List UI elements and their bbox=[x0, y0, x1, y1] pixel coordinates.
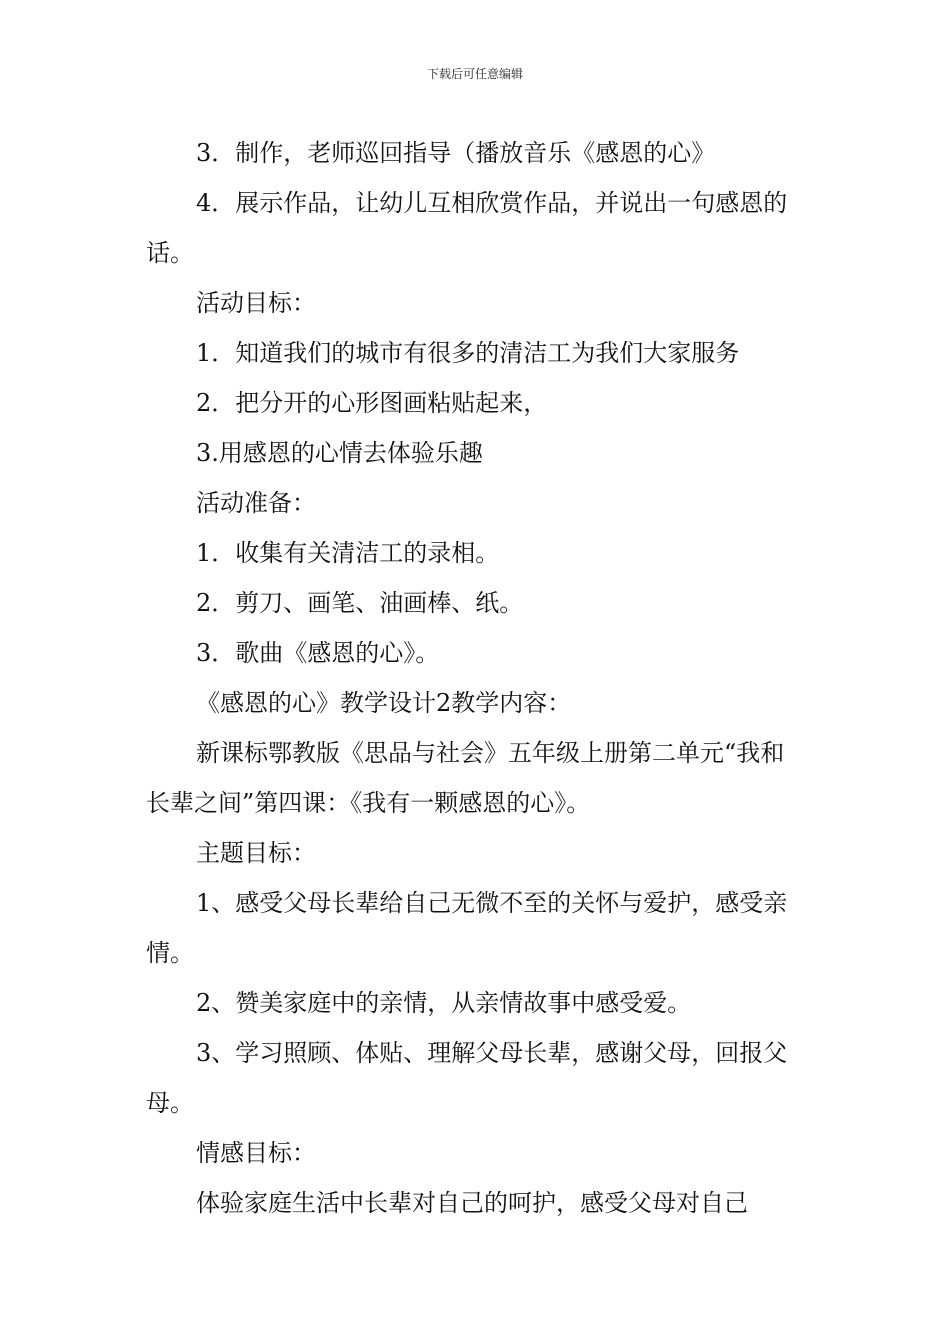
list-item-theme-goal-3: 3、学习照顾、体贴、理解父母长辈，感谢父母，回报父母。 bbox=[146, 1039, 788, 1117]
document-body bbox=[146, 128, 806, 1228]
list-item-goal-1: 1．知道我们的城市有很多的清洁工为我们大家服务 bbox=[196, 339, 740, 367]
list-item-theme-goal-1: 1、感受父母长辈给自己无微不至的关怀与爱护，感受亲情。 bbox=[146, 889, 788, 967]
paragraph-teaching-content: 新课标鄂教版《思品与社会》五年级上册第二单元“我和长辈之间”第四课：《我有一颗感恩的心》。 bbox=[146, 739, 785, 817]
list-item-goal-3: 3.用感恩的心情去体验乐趣 bbox=[196, 439, 483, 467]
page-header: 下载后可任意编辑 bbox=[426, 67, 523, 81]
list-item-preparation-3: 3．歌曲《感恩的心》。 bbox=[196, 639, 440, 667]
list-item-preparation-1: 1．收集有关清洁工的录相。 bbox=[196, 539, 500, 567]
heading-activity-goals: 活动目标： bbox=[196, 289, 316, 317]
list-item-goal-2: 2．把分开的心形图画粘贴起来， bbox=[196, 389, 548, 417]
heading-theme-goals: 主题目标： bbox=[196, 839, 316, 867]
paragraph-step-4-display: 4．展示作品，让幼儿互相欣赏作品，并说出一句感恩的话。 bbox=[146, 189, 788, 267]
list-item-preparation-2: 2．剪刀、画笔、油画棒、纸。 bbox=[196, 589, 524, 617]
list-item-theme-goal-2: 2、赞美家庭中的亲情，从亲情故事中感受爱。 bbox=[196, 989, 692, 1017]
heading-activity-preparation: 活动准备： bbox=[196, 489, 316, 517]
heading-teaching-design-2: 《感恩的心》教学设计2教学内容： bbox=[196, 689, 572, 717]
heading-emotional-goals: 情感目标： bbox=[196, 1139, 316, 1167]
paragraph-emotional-goal-text: 体验家庭生活中长辈对自己的呵护，感受父母对自己 bbox=[196, 1189, 748, 1217]
paragraph-step-3-production: 3．制作，老师巡回指导（播放音乐《感恩的心》 bbox=[196, 139, 716, 167]
